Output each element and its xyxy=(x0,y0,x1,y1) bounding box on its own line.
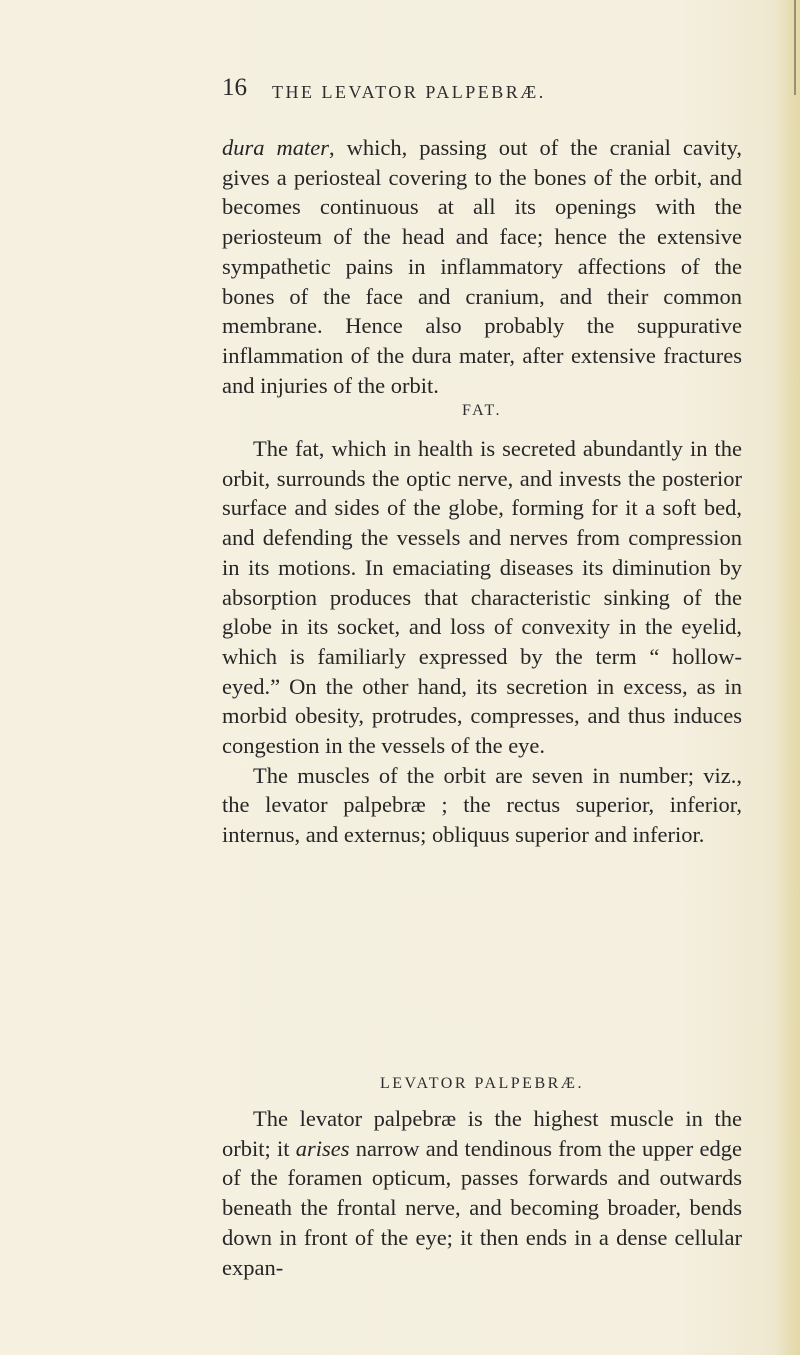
paragraph-levator xyxy=(222,1104,742,1282)
paragraph-text: The fat, which in health is secreted abundantly in the orbit, surrounds the optic nerve, and invests the posterior surface and sides of the globe, forming for it a soft bed, and defending the vessels and nerves from compression in its motions. In emaciating diseases its diminution by absorption produces that characteristic sinking of the globe in its socket, and loss of convexity in the eyelid, which is familiarly expressed by the term “ hollow-eyed.” On the other hand, its secretion in excess, as in morbid obesity, protrudes, compresses, and thus induces congestion in the vessels of the eye. xyxy=(222,436,742,759)
section-heading-levator: LEVATOR PALPEBRÆ. xyxy=(379,1075,585,1092)
page-header xyxy=(0,74,800,114)
page-number: 16 xyxy=(222,74,247,101)
paragraph-muscles: The muscles of the orbit are seven in number; viz., the levator palpebræ ; the rectus superior, inferior, internus, and externus; obliquus superior and inferior. xyxy=(222,762,742,848)
paragraph-dura-mater xyxy=(222,133,742,400)
italic-term-dura-mater: dura mater xyxy=(222,135,329,160)
paragraph-fat xyxy=(222,434,742,850)
italic-term-arises: arises xyxy=(295,1135,350,1161)
paragraph-text-continued: narrow and tendinous from the upper edge of the foramen opticum, passes forwards and outwards beneath the frontal nerve, and becoming broader, bends down in front of the eye; it then ends in a dense cellular expan- xyxy=(222,1135,742,1280)
paragraph-text: , which, passing out of the cranial cavity, gives a periosteal covering to the bones of the orbit, and becomes continuous at all its openings with the periosteum of the head and face; hence the extensive sympathetic pains in inflammatory affections of the bones of the face and cranium, and their common membrane. Hence also probably the suppurative inflammation of the dura mater, after extensive fractures and injuries of the orbit. xyxy=(222,135,743,398)
running-title: THE LEVATOR PALPEBRÆ. xyxy=(272,82,546,102)
paragraph-text: The levator palpebræ is the highest muscle in the orbit; it xyxy=(222,1106,742,1161)
section-heading-fat: FAT. xyxy=(461,402,503,419)
page-edge-shadow xyxy=(778,0,800,1355)
